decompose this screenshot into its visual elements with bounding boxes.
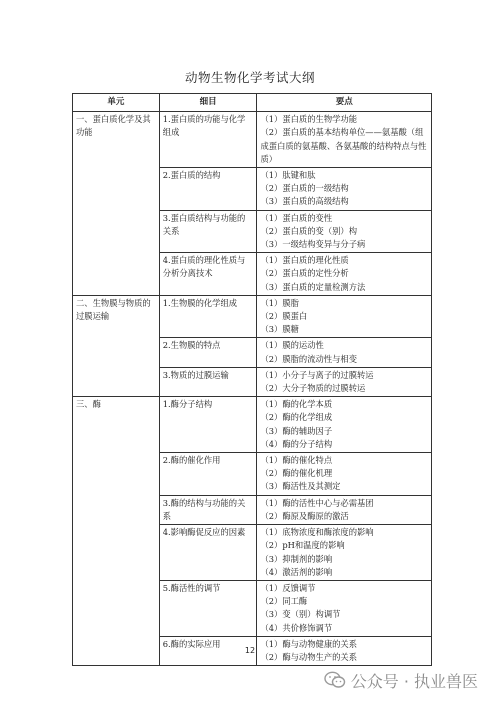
point-item: （1）蛋白质的理化性质 — [260, 255, 349, 266]
table-row — [73, 397, 432, 453]
points-cell — [257, 580, 432, 636]
point-item: （1）反馈调节 — [260, 582, 316, 593]
table-row — [73, 112, 432, 168]
point-item: （3）酶活性及其测定 — [260, 481, 341, 492]
detail-cell: 4.蛋白质的理化性质与分析分离技术 — [159, 253, 257, 296]
points-cell — [257, 495, 432, 524]
point-item: （2）酶的化学组成 — [260, 412, 333, 423]
point-item: （3）变（别）构调节 — [260, 609, 341, 620]
point-item: （2）大分子物质的过膜转运 — [260, 383, 366, 394]
detail-cell: 1.生物膜的化学组成 — [159, 295, 257, 338]
point-item: （2）蛋白质的基本结构单位——氨基酸（组成蛋白质的氨基酸、各氨基酸的结构特点与性质） — [260, 127, 427, 164]
watermark-text: 公众号 · 执业兽医 — [350, 671, 478, 691]
point-item: （1）酶的化学本质 — [260, 399, 333, 410]
detail-cell: 5.酶活性的调节 — [159, 580, 257, 636]
detail-cell: 4.影响酶促反应的因素 — [159, 525, 257, 581]
point-item: （3）抑制剂的影响 — [260, 553, 333, 564]
point-item: （4）共价修饰调节 — [260, 622, 333, 633]
points-cell — [257, 397, 432, 453]
point-item: （4）激活剂的影响 — [260, 566, 333, 577]
point-item: （2）酶与动物生产的关系 — [260, 651, 358, 662]
points-cell — [257, 253, 432, 296]
detail-cell: 6.酶的实际应用 — [159, 636, 257, 665]
points-cell — [257, 367, 432, 396]
header-points: 要点 — [257, 94, 432, 112]
point-item: （1）蛋白质的变性 — [260, 212, 333, 223]
points-cell — [257, 525, 432, 581]
point-item: （1）酶的催化特点 — [260, 455, 333, 466]
point-item: （1）膜的运动性 — [260, 340, 324, 351]
table-body — [73, 112, 432, 666]
point-item: （1）膜脂 — [260, 297, 299, 308]
points-cell — [257, 338, 432, 367]
unit-cell: 二、生物膜与物质的过膜运输 — [73, 295, 160, 396]
table-row — [73, 295, 432, 338]
detail-cell: 1.蛋白质的功能与化学组成 — [159, 112, 257, 168]
point-item: （1）小分子与离子的过膜转运 — [260, 369, 374, 380]
header-unit: 单元 — [73, 94, 160, 112]
point-item: （2）pH和温度的影响 — [260, 540, 345, 551]
detail-cell: 1.酶分子结构 — [159, 397, 257, 453]
detail-cell: 3.酶的结构与功能的关系 — [159, 495, 257, 524]
points-cell — [257, 112, 432, 168]
detail-cell: 3.物质的过膜运输 — [159, 367, 257, 396]
point-item: （1）蛋白质的生物学功能 — [260, 114, 358, 125]
point-item: （1）底物浓度和酶浓度的影响 — [260, 527, 374, 538]
point-item: （1）酶的活性中心与必需基团 — [260, 497, 374, 508]
wechat-icon — [324, 671, 346, 689]
points-cell — [257, 295, 432, 338]
points-cell — [257, 210, 432, 253]
point-item: （2）同工酶 — [260, 596, 308, 607]
detail-cell: 2.酶的催化作用 — [159, 453, 257, 496]
header-detail: 细目 — [159, 94, 257, 112]
detail-cell: 2.蛋白质的结构 — [159, 168, 257, 211]
points-cell — [257, 168, 432, 211]
detail-cell: 3.蛋白质结构与功能的关系 — [159, 210, 257, 253]
point-item: （2）酶的催化机理 — [260, 468, 333, 479]
point-item: （3）膜糖 — [260, 324, 299, 335]
point-item: （1）肽键和肽 — [260, 170, 316, 181]
outline-table — [72, 93, 432, 666]
document-title: 动物生物化学考试大纲 — [184, 70, 315, 85]
point-item: （2）蛋白质的定性分析 — [260, 268, 349, 279]
unit-cell: 一、蛋白质化学及其功能 — [73, 112, 160, 296]
point-item: （3）蛋白质的定量检测方法 — [260, 281, 366, 292]
page-number: 12 — [244, 646, 256, 655]
point-item: （2）膜蛋白 — [260, 311, 308, 322]
point-item: （3）酶的辅助因子 — [260, 425, 333, 436]
point-item: （4）酶的分子结构 — [260, 438, 333, 449]
point-item: （2）酶原及酶原的激活 — [260, 510, 349, 521]
detail-cell: 2.生物膜的特点 — [159, 338, 257, 367]
unit-cell: 三、酶 — [73, 397, 160, 666]
point-item: （2）膜脂的流动性与相变 — [260, 353, 358, 364]
point-item: （3）一级结构变异与分子病 — [260, 239, 366, 250]
point-item: （1）酶与动物健康的关系 — [260, 638, 358, 649]
points-cell — [257, 453, 432, 496]
table-header-row — [73, 94, 432, 112]
watermark — [324, 666, 478, 694]
point-item: （2）蛋白质的一级结构 — [260, 183, 349, 194]
point-item: （3）蛋白质的高级结构 — [260, 196, 349, 207]
point-item: （2）蛋白质的变（别）构 — [260, 225, 358, 236]
